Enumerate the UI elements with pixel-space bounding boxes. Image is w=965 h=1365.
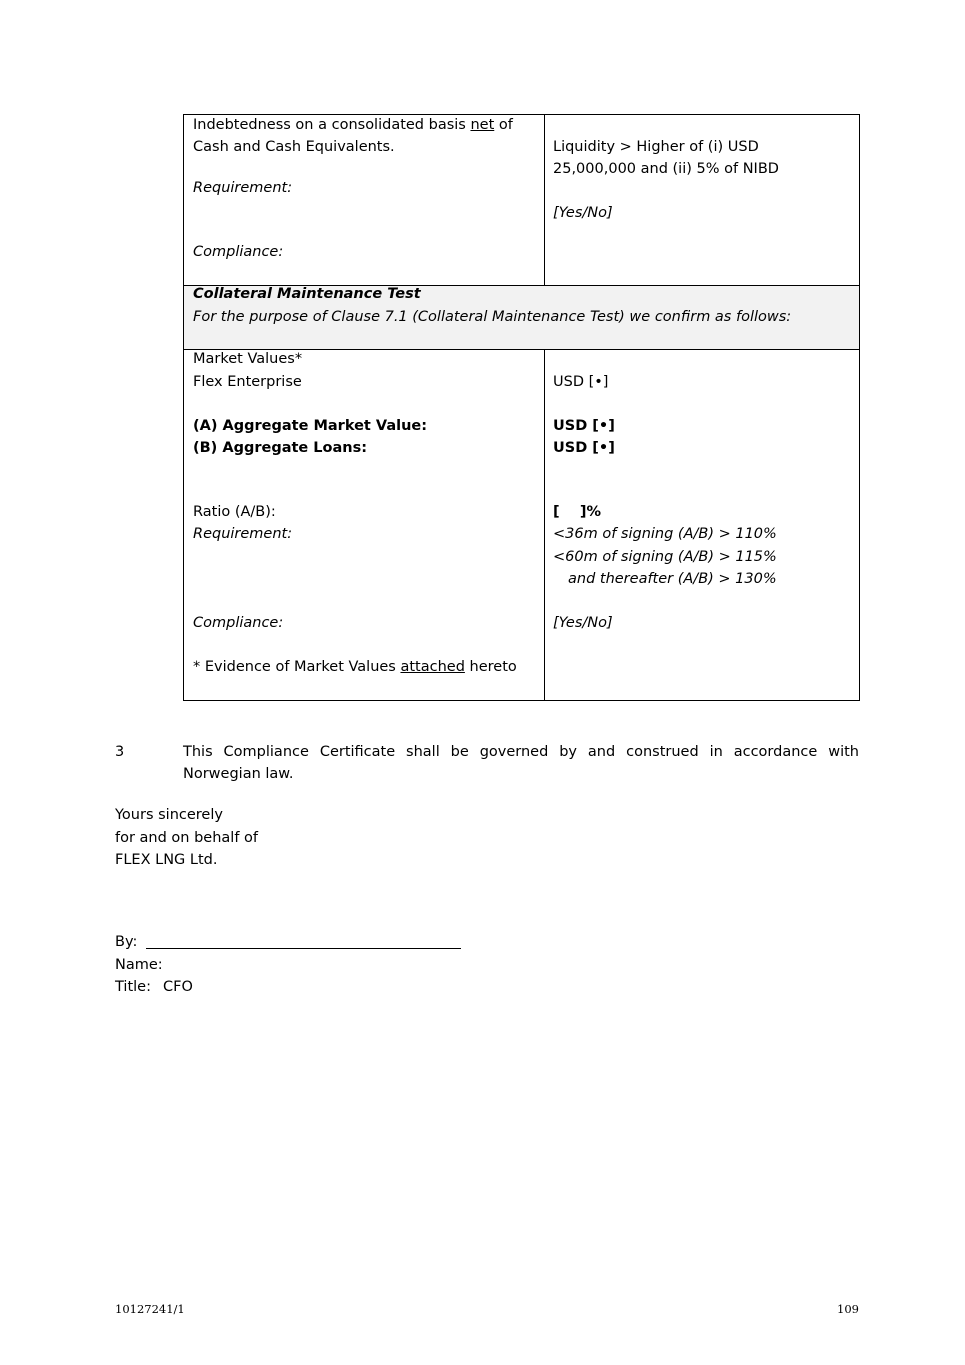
clause-text-line1: This Compliance Certificate shall be governed by and construed in accordance with xyxy=(183,744,859,760)
by-label: By: xyxy=(115,934,138,950)
indebtedness-text: Indebtedness on a consolidated basis net of xyxy=(193,117,513,133)
ratio-value: [ ]% xyxy=(553,504,601,520)
name-label: Name: xyxy=(115,957,163,973)
ratio-requirement-1: <36m of signing (A/B) > 110% xyxy=(553,526,777,542)
on-behalf-of: for and on behalf of xyxy=(115,830,259,846)
company-name: FLEX LNG Ltd. xyxy=(115,852,218,868)
liquidity-compliance-value: [Yes/No] xyxy=(553,205,613,221)
ratio-requirement-2: <60m of signing (A/B) > 115% xyxy=(553,549,777,565)
column-divider xyxy=(544,349,545,701)
evidence-note: * Evidence of Market Values attached hereto xyxy=(193,659,517,675)
aggregate-market-value: USD [•] xyxy=(553,418,615,434)
closing-salutation: Yours sincerely xyxy=(115,807,223,823)
vessel-value: USD [•] xyxy=(553,374,609,390)
signature-line xyxy=(146,948,461,949)
compliance-label: Compliance: xyxy=(193,244,284,260)
compliance-table xyxy=(183,114,860,701)
column-divider xyxy=(544,114,545,285)
market-values-label: Market Values* xyxy=(193,351,303,367)
clause-text-line2: Norwegian law. xyxy=(183,766,294,782)
liquidity-requirement-cont: 25,000,000 and (ii) 5% of NIBD xyxy=(553,161,779,177)
requirement-label: Requirement: xyxy=(193,180,293,196)
document-reference: 10127241/1 xyxy=(115,1302,185,1316)
aggregate-market-value-label: (A) Aggregate Market Value: xyxy=(193,418,428,434)
aggregate-loans-label: (B) Aggregate Loans: xyxy=(193,440,368,456)
clause-number: 3 xyxy=(115,744,125,760)
liquidity-requirement: Liquidity > Higher of (i) USD xyxy=(553,139,759,155)
section-text: For the purpose of Clause 7.1 (Collateral Maintenance Test) we confirm as follows: xyxy=(193,309,792,325)
page-number: 109 xyxy=(837,1302,859,1316)
section-title: Collateral Maintenance Test xyxy=(193,286,421,302)
vessel-name: Flex Enterprise xyxy=(193,374,302,390)
title-value: CFO xyxy=(163,979,193,995)
aggregate-loans-value: USD [•] xyxy=(553,440,615,456)
title-label: Title: xyxy=(115,979,151,995)
ratio-requirement-label: Requirement: xyxy=(193,526,293,542)
ratio-label: Ratio (A/B): xyxy=(193,504,276,520)
ratio-compliance-label: Compliance: xyxy=(193,615,284,631)
cash-equivalents-text: Cash and Cash Equivalents. xyxy=(193,139,395,155)
ratio-compliance-value: [Yes/No] xyxy=(553,615,613,631)
ratio-requirement-3: and thereafter (A/B) > 130% xyxy=(568,571,777,587)
